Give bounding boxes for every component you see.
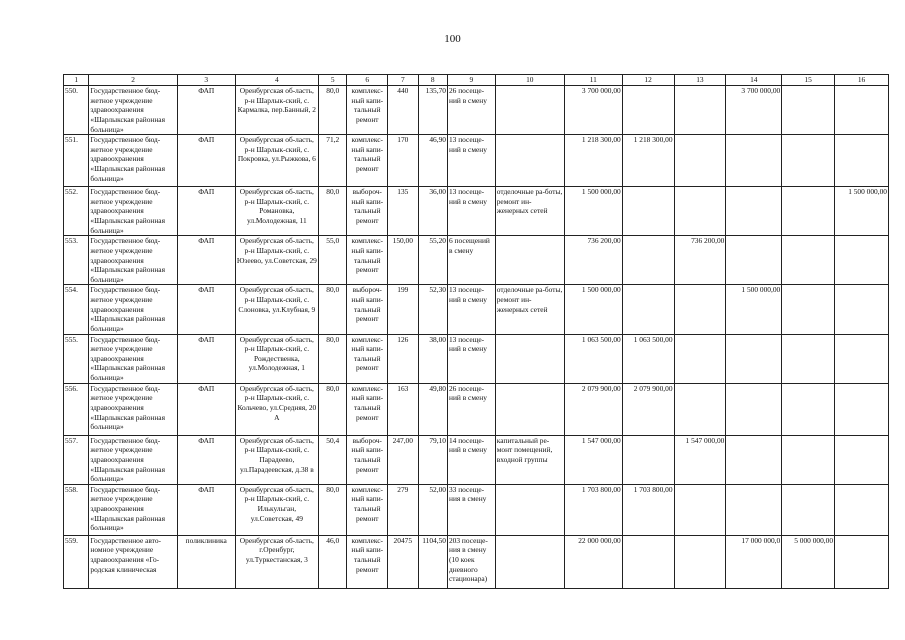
capacity: 26 посеще-ний в смену — [447, 86, 495, 135]
cost-col-12 — [622, 285, 674, 334]
works-description — [495, 135, 564, 187]
capacity: 13 посеще-ний в смену — [447, 285, 495, 334]
total-cost: 2 079 900,00 — [564, 383, 622, 435]
total-cost: 1 500 000,00 — [564, 187, 622, 236]
value-col-8: 1104,50 — [418, 535, 447, 588]
table-row — [64, 535, 889, 588]
table-row — [64, 435, 889, 484]
cost-col-15 — [782, 383, 835, 435]
cost-col-16 — [835, 236, 889, 285]
cost-col-13 — [674, 383, 726, 435]
cost-col-12: 1 063 500,00 — [622, 334, 674, 383]
cost-col-12: 2 079 900,00 — [622, 383, 674, 435]
institution-name: Государственное бюд-жетное учреждение здравоохранения «Шарлыкская районная больница» — [89, 383, 177, 435]
value-col-7: 199 — [388, 285, 418, 334]
institution-name: Государственное бюд-жетное учреждение здравоохранения «Шарлыкская районная больница» — [89, 187, 177, 236]
facility-type: ФАП — [177, 187, 235, 236]
cost-col-12: 1 218 300,00 — [622, 135, 674, 187]
column-number: 2 — [89, 75, 177, 86]
registry-table — [63, 74, 889, 589]
works-description: отделочные ра-боты, ремонт ин-женерных сетей — [495, 187, 564, 236]
repair-type: выбороч-ный капи-тальный ремонт — [347, 285, 388, 334]
cost-col-12 — [622, 435, 674, 484]
value-col-7: 20475 — [388, 535, 418, 588]
works-description — [495, 535, 564, 588]
facility-type: ФАП — [177, 435, 235, 484]
cost-col-12 — [622, 86, 674, 135]
area: 80,0 — [319, 187, 347, 236]
cost-col-14 — [726, 334, 782, 383]
cost-col-15 — [782, 484, 835, 535]
cost-col-14 — [726, 383, 782, 435]
cost-col-12 — [622, 236, 674, 285]
cost-col-16 — [835, 86, 889, 135]
cost-col-13 — [674, 285, 726, 334]
cost-col-15 — [782, 435, 835, 484]
value-col-7: 135 — [388, 187, 418, 236]
value-col-8: 79,10 — [418, 435, 447, 484]
table-row — [64, 135, 889, 187]
total-cost: 3 700 000,00 — [564, 86, 622, 135]
cost-col-13 — [674, 187, 726, 236]
total-cost: 1 500 000,00 — [564, 285, 622, 334]
total-cost: 1 703 800,00 — [564, 484, 622, 535]
address: Оренбургская об-ласть, р-н Шарлык-ский, с. Илькульган, ул.Советская, 49 — [235, 484, 318, 535]
column-number: 4 — [235, 75, 318, 86]
area: 80,0 — [319, 285, 347, 334]
column-number: 8 — [418, 75, 447, 86]
value-col-7: 279 — [388, 484, 418, 535]
cost-col-16 — [835, 435, 889, 484]
works-description — [495, 86, 564, 135]
total-cost: 1 063 500,00 — [564, 334, 622, 383]
institution-name: Государственное бюд-жетное учреждение здравоохранения «Шарлыкская районная больница» — [89, 135, 177, 187]
address: Оренбургская об-ласть, р-н Шарлык-ский, с. Слоновка, ул.Клубная, 9 — [235, 285, 318, 334]
capacity: 26 посеще-ний в смену — [447, 383, 495, 435]
table-row — [64, 86, 889, 135]
column-number-row — [64, 75, 889, 86]
capacity: 203 посеще-ния в смену (10 коек дневного стационара) — [447, 535, 495, 588]
row-number: 551. — [64, 135, 89, 187]
value-col-7: 247,00 — [388, 435, 418, 484]
cost-col-16 — [835, 535, 889, 588]
cost-col-13: 1 547 000,00 — [674, 435, 726, 484]
total-cost: 1 547 000,00 — [564, 435, 622, 484]
value-col-8: 52,00 — [418, 484, 447, 535]
total-cost: 22 000 000,00 — [564, 535, 622, 588]
row-number: 557. — [64, 435, 89, 484]
cost-col-16 — [835, 334, 889, 383]
column-number: 14 — [726, 75, 782, 86]
area: 80,0 — [319, 383, 347, 435]
area: 80,0 — [319, 334, 347, 383]
address: Оренбургская об-ласть, р-н Шарлык-ский, с. Рождественка, ул.Молодежная, 1 — [235, 334, 318, 383]
address: Оренбургская об-ласть, р-н Шарлык-ский, с. Романовка, ул.Молодежная, 11 — [235, 187, 318, 236]
row-number: 555. — [64, 334, 89, 383]
cost-col-15 — [782, 334, 835, 383]
facility-type: ФАП — [177, 86, 235, 135]
table-row — [64, 285, 889, 334]
repair-type: выбороч-ный капи-тальный ремонт — [347, 187, 388, 236]
value-col-7: 150,00 — [388, 236, 418, 285]
address: Оренбургская об-ласть, г.Оренбург, ул.Туркестанская, 3 — [235, 535, 318, 588]
facility-type: ФАП — [177, 285, 235, 334]
row-number: 558. — [64, 484, 89, 535]
works-description — [495, 334, 564, 383]
facility-type: ФАП — [177, 484, 235, 535]
facility-type: ФАП — [177, 135, 235, 187]
repair-type: комплекс-ный капи-тальный ремонт — [347, 383, 388, 435]
table-row — [64, 383, 889, 435]
value-col-8: 135,70 — [418, 86, 447, 135]
capacity: 6 посещений в смену — [447, 236, 495, 285]
repair-type: комплекс-ный капи-тальный ремонт — [347, 135, 388, 187]
column-number: 11 — [564, 75, 622, 86]
facility-type: ФАП — [177, 236, 235, 285]
works-description: капитальный ре-монт помещений, входной группы — [495, 435, 564, 484]
address: Оренбургская об-ласть, р-н Шарлык-ский, с. Юзеево, ул.Советская, 29 — [235, 236, 318, 285]
repair-type: комплекс-ный капи-тальный ремонт — [347, 86, 388, 135]
works-description — [495, 236, 564, 285]
cost-col-14 — [726, 187, 782, 236]
value-col-8: 55,20 — [418, 236, 447, 285]
cost-col-13 — [674, 135, 726, 187]
facility-type: ФАП — [177, 334, 235, 383]
institution-name: Государственное бюд-жетное учреждение здравоохранения «Шарлыкская районная больница» — [89, 334, 177, 383]
cost-col-15 — [782, 86, 835, 135]
institution-name: Государственное бюд-жетное учреждение здравоохранения «Шарлыкская районная больница» — [89, 86, 177, 135]
value-col-7: 163 — [388, 383, 418, 435]
column-number: 10 — [495, 75, 564, 86]
row-number: 554. — [64, 285, 89, 334]
total-cost: 736 200,00 — [564, 236, 622, 285]
works-description — [495, 484, 564, 535]
value-col-7: 170 — [388, 135, 418, 187]
column-number: 6 — [347, 75, 388, 86]
row-number: 556. — [64, 383, 89, 435]
column-number: 12 — [622, 75, 674, 86]
row-number: 552. — [64, 187, 89, 236]
cost-col-14: 17 000 000,0 — [726, 535, 782, 588]
column-number: 5 — [319, 75, 347, 86]
area: 50,4 — [319, 435, 347, 484]
repair-type: выбороч-ный капи-тальный ремонт — [347, 435, 388, 484]
cost-col-13 — [674, 484, 726, 535]
page-number: 100 — [444, 33, 461, 45]
cost-col-15 — [782, 135, 835, 187]
column-number: 9 — [447, 75, 495, 86]
cost-col-14 — [726, 435, 782, 484]
value-col-8: 46,90 — [418, 135, 447, 187]
repair-type: комплекс-ный капи-тальный ремонт — [347, 334, 388, 383]
cost-col-14 — [726, 236, 782, 285]
works-description: отделочные ра-боты, ремонт ин-женерных сетей — [495, 285, 564, 334]
repair-type: комплекс-ный капи-тальный ремонт — [347, 236, 388, 285]
cost-col-14 — [726, 135, 782, 187]
address: Оренбургская об-ласть, р-н Шарлык-ский, с. Кармалка, пер.Банный, 2 — [235, 86, 318, 135]
institution-name: Государственное бюд-жетное учреждение здравоохранения «Шарлыкская районная больница» — [89, 285, 177, 334]
capacity: 13 посеще-ний в смену — [447, 334, 495, 383]
area: 71,2 — [319, 135, 347, 187]
repair-type: комплекс-ный капи-тальный ремонт — [347, 535, 388, 588]
cost-col-13 — [674, 535, 726, 588]
area: 80,0 — [319, 86, 347, 135]
address: Оренбургская об-ласть, р-н Шарлык-ский, с. Покровка, ул.Рыжкова, 6 — [235, 135, 318, 187]
column-number: 13 — [674, 75, 726, 86]
column-number: 3 — [177, 75, 235, 86]
cost-col-16 — [835, 484, 889, 535]
value-col-8: 38,00 — [418, 334, 447, 383]
repair-type: комплекс-ный капи-тальный ремонт — [347, 484, 388, 535]
cost-col-15 — [782, 236, 835, 285]
area: 46,0 — [319, 535, 347, 588]
capacity: 33 посеще-ния в смену — [447, 484, 495, 535]
cost-col-15 — [782, 187, 835, 236]
cost-col-13 — [674, 334, 726, 383]
value-col-8: 49,80 — [418, 383, 447, 435]
row-number: 553. — [64, 236, 89, 285]
value-col-8: 52,30 — [418, 285, 447, 334]
cost-col-13: 736 200,00 — [674, 236, 726, 285]
column-number: 15 — [782, 75, 835, 86]
table-row — [64, 187, 889, 236]
column-number: 7 — [388, 75, 418, 86]
cost-col-12: 1 703 800,00 — [622, 484, 674, 535]
area: 80,0 — [319, 484, 347, 535]
capacity: 14 посеще-ний в смену — [447, 435, 495, 484]
row-number: 550. — [64, 86, 89, 135]
address: Оренбургская об-ласть, р-н Шарлык-ский, с. Парадеево, ул.Парадеевская, д.38 в — [235, 435, 318, 484]
cost-col-14: 1 500 000,00 — [726, 285, 782, 334]
facility-type: поликлиника — [177, 535, 235, 588]
column-number: 16 — [835, 75, 889, 86]
address: Оренбургская об-ласть, р-н Шарлык-ский, с. Кольчево, ул.Средняя, 20 А — [235, 383, 318, 435]
value-col-7: 440 — [388, 86, 418, 135]
cost-col-15: 5 000 000,00 — [782, 535, 835, 588]
value-col-8: 36,00 — [418, 187, 447, 236]
facility-type: ФАП — [177, 383, 235, 435]
table-row — [64, 484, 889, 535]
works-description — [495, 383, 564, 435]
institution-name: Государственное бюд-жетное учреждение здравоохранения «Шарлыкская районная больница» — [89, 484, 177, 535]
column-number: 1 — [64, 75, 89, 86]
cost-col-13 — [674, 86, 726, 135]
total-cost: 1 218 300,00 — [564, 135, 622, 187]
table-row — [64, 236, 889, 285]
cost-col-16 — [835, 383, 889, 435]
cost-col-14: 3 700 000,00 — [726, 86, 782, 135]
cost-col-12 — [622, 535, 674, 588]
cost-col-12 — [622, 187, 674, 236]
capacity: 13 посеще-ний в смену — [447, 135, 495, 187]
cost-col-14 — [726, 484, 782, 535]
cost-col-16 — [835, 135, 889, 187]
table-row — [64, 334, 889, 383]
cost-col-16: 1 500 000,00 — [835, 187, 889, 236]
cost-col-15 — [782, 285, 835, 334]
cost-col-16 — [835, 285, 889, 334]
capacity: 13 посеще-ний в смену — [447, 187, 495, 236]
institution-name: Государственное авто-номное учреждение здравоохранения «Го-родская клиническая — [89, 535, 177, 588]
institution-name: Государственное бюд-жетное учреждение здравоохранения «Шарлыкская районная больница» — [89, 435, 177, 484]
value-col-7: 126 — [388, 334, 418, 383]
area: 55,0 — [319, 236, 347, 285]
institution-name: Государственное бюд-жетное учреждение здравоохранения «Шарлыкская районная больница» — [89, 236, 177, 285]
row-number: 559. — [64, 535, 89, 588]
